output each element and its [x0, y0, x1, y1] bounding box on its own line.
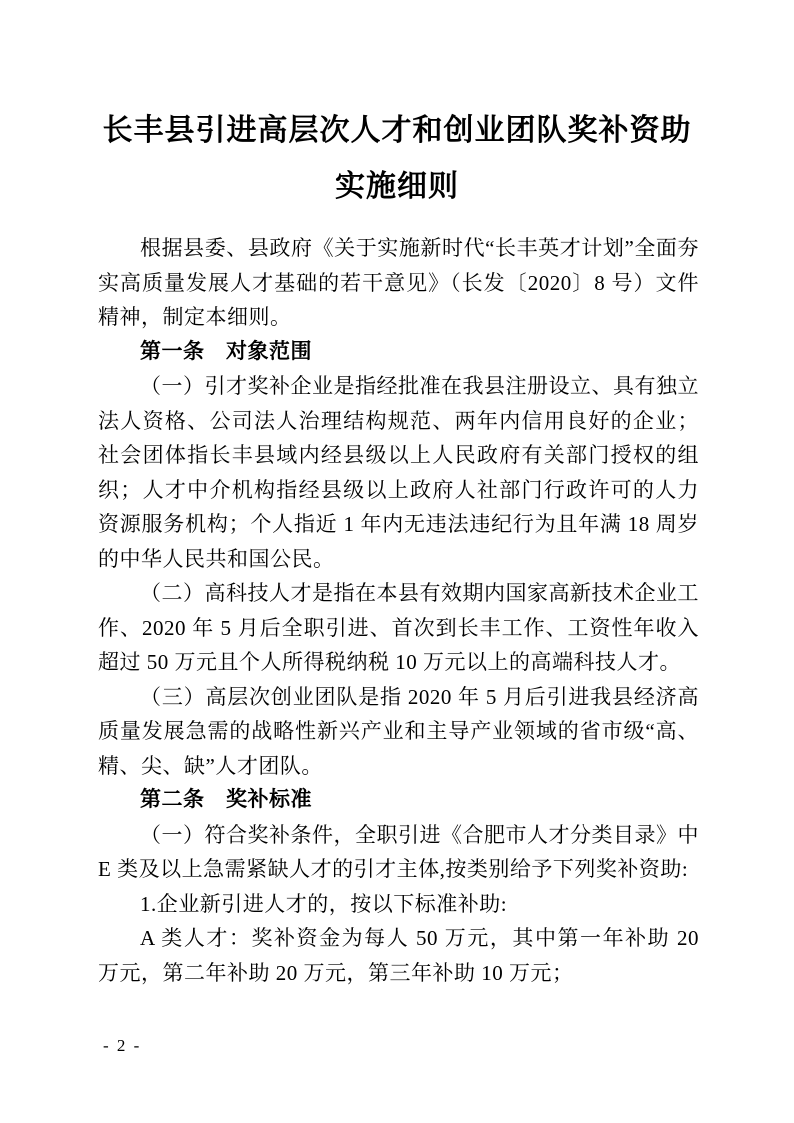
- section-heading-article-1: 第一条 对象范围: [140, 339, 312, 363]
- paragraph-article2-sub1: 1.企业新引进人才的，按以下标准补助:: [140, 891, 508, 916]
- document-title-line-1: 长丰县引进高层次人才和创业团队奖补资助: [102, 114, 692, 147]
- page-number: - 2 -: [103, 1036, 142, 1055]
- document-title: [0, 103, 794, 215]
- section-heading-article-2: 第二条 奖补标准: [140, 788, 312, 811]
- paragraph-article1-item2: （二）高科技人才是指在本县有效期内国家高新技术企业工作、2020 年 5 月后全职引进、首次到长丰工作、工资性年收入超过 50 万元且个人所得税纳税 10 万元以上的高端科技人才。: [98, 581, 699, 674]
- paragraph-article1-item3: （三）高层次创业团队是指 2020 年 5 月后引进我县经济高质量发展急需的战略性新兴产业和主导产业领域的省市级“高、精、尖、缺”人才团队。: [98, 684, 699, 778]
- paragraph-article2-class-a: A 类人才：奖补资金为每人 50 万元，其中第一年补助 20 万元，第二年补助 20 万元，第三年补助 10 万元；: [98, 926, 699, 985]
- paragraph-intro: 根据县委、县政府《关于实施新时代“长丰英才计划”全面夯实高质量发展人才基础的若干意见》（长发〔2020〕8 号）文件精神，制定本细则。: [98, 236, 699, 329]
- paragraph-article1-item1: （一）引才奖补企业是指经批准在我县注册设立、具有独立法人资格、公司法人治理结构规范、两年内信用良好的企业；社会团体指长丰县域内经县级以上人民政府有关部门授权的组织；人才中介机构指经县级以上政府人社部门行政许可的人力资源服务机构；个人指近 1 年内无违法违纪行为且年满 18 周岁的中华人民共和国公民。: [98, 374, 699, 571]
- document-title-line-2: 实施细则: [335, 170, 459, 203]
- document-body: [98, 231, 699, 990]
- paragraph-article2-item1: （一）符合奖补条件，全职引进《合肥市人才分类目录》中 E 类及以上急需紧缺人才的引才主体,按类别给予下列奖补资助:: [98, 822, 699, 881]
